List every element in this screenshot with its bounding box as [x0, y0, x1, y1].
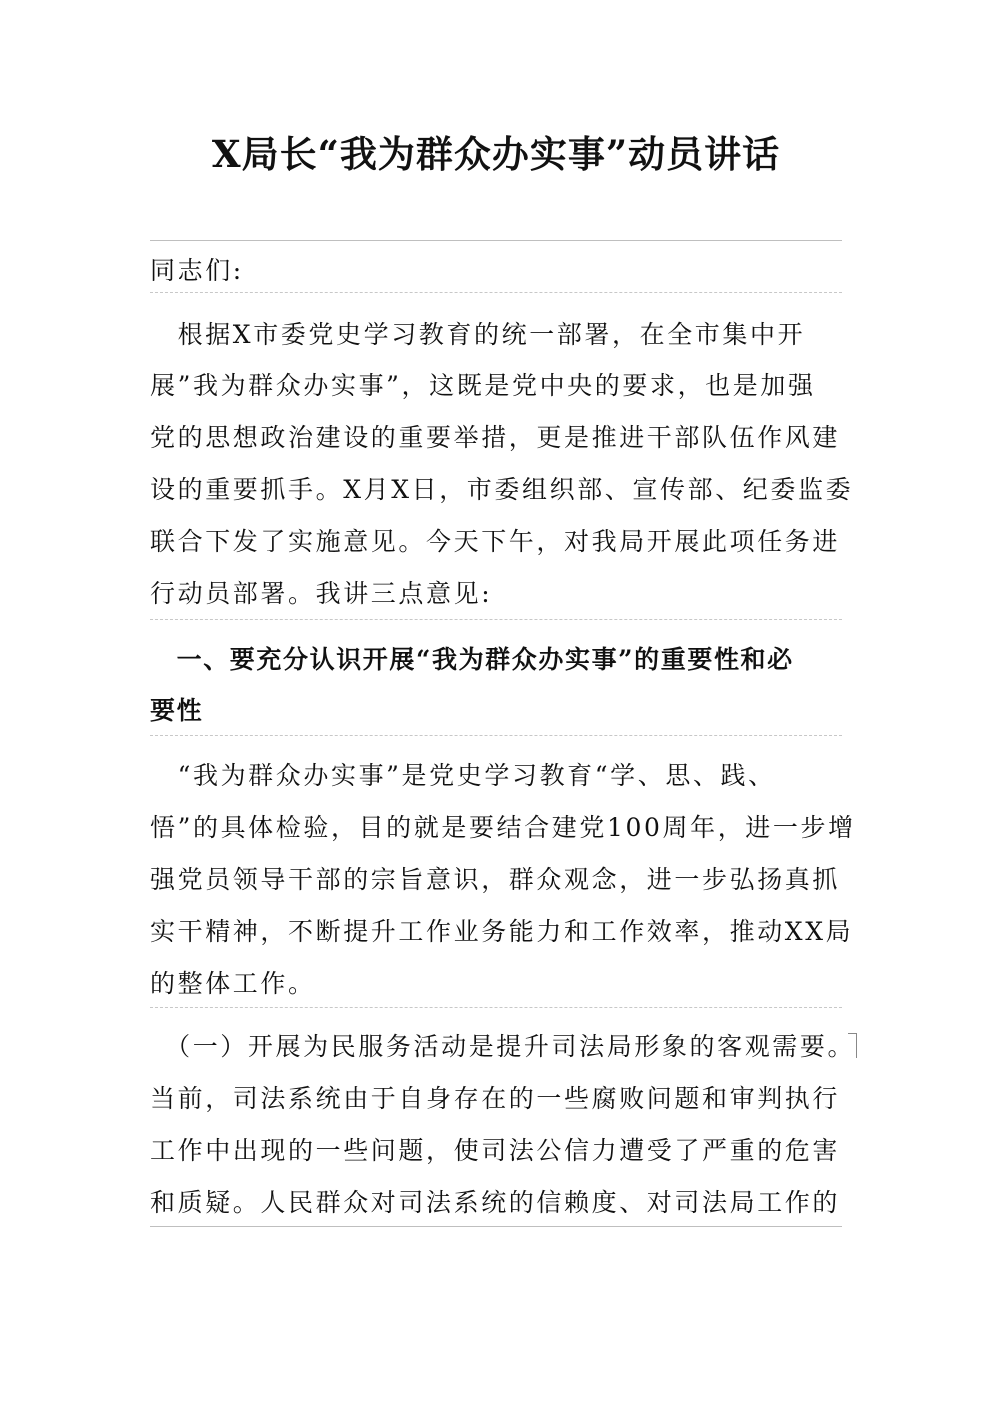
divider: [150, 619, 842, 620]
text-line: 工作中出现的一些问题，使司法公信力遭受了严重的危害: [150, 1136, 841, 1165]
text-line: 根据X市委党史学习教育的统一部署，在全市集中开: [150, 320, 806, 349]
divider: [150, 1007, 842, 1008]
text-line: （一）开展为民服务活动是提升司法局形象的客观需要。: [150, 1032, 856, 1061]
salutation: 同志们:: [150, 256, 244, 285]
bottom-rule: [150, 1226, 842, 1227]
text-line: 悟”的具体检验，目的就是要结合建党100周年，进一步增: [150, 813, 856, 842]
text-line: “我为群众办实事”是党史学习教育“学、思、践、: [150, 761, 776, 790]
text-line: 实干精神，不断提升工作业务能力和工作效率，推动XX局: [150, 917, 854, 946]
text-line: 设的重要抓手。X月X日，市委组织部、宣传部、纪委监委: [150, 475, 854, 504]
text-line: 的整体工作。: [150, 969, 316, 998]
text-line: 展”我为群众办实事”，这既是党中央的要求，也是加强: [150, 371, 816, 400]
text-line: 强党员领导干部的宗旨意识，群众观念，进一步弘扬真抓: [150, 865, 841, 894]
divider: [150, 735, 842, 736]
divider: [150, 292, 842, 293]
heading-line: 一、要充分认识开展“我为群众办实事”的重要性和必: [150, 645, 794, 674]
text-line: 联合下发了实施意见。今天下午，对我局开展此项任务进: [150, 527, 841, 556]
document-title: X局长“我为群众办实事”动员讲话: [211, 132, 781, 176]
top-rule: [150, 240, 842, 241]
text-line: 党的思想政治建设的重要举措，更是推进干部队伍作风建: [150, 423, 841, 452]
text-line: 行动员部署。我讲三点意见:: [150, 579, 493, 608]
heading-line: 要性: [150, 696, 204, 725]
text-line: 和质疑。人民群众对司法系统的信赖度、对司法局工作的: [150, 1188, 841, 1217]
paragraph-mark-icon: [848, 1033, 857, 1058]
text-line: 当前，司法系统由于自身存在的一些腐败问题和审判执行: [150, 1084, 841, 1113]
